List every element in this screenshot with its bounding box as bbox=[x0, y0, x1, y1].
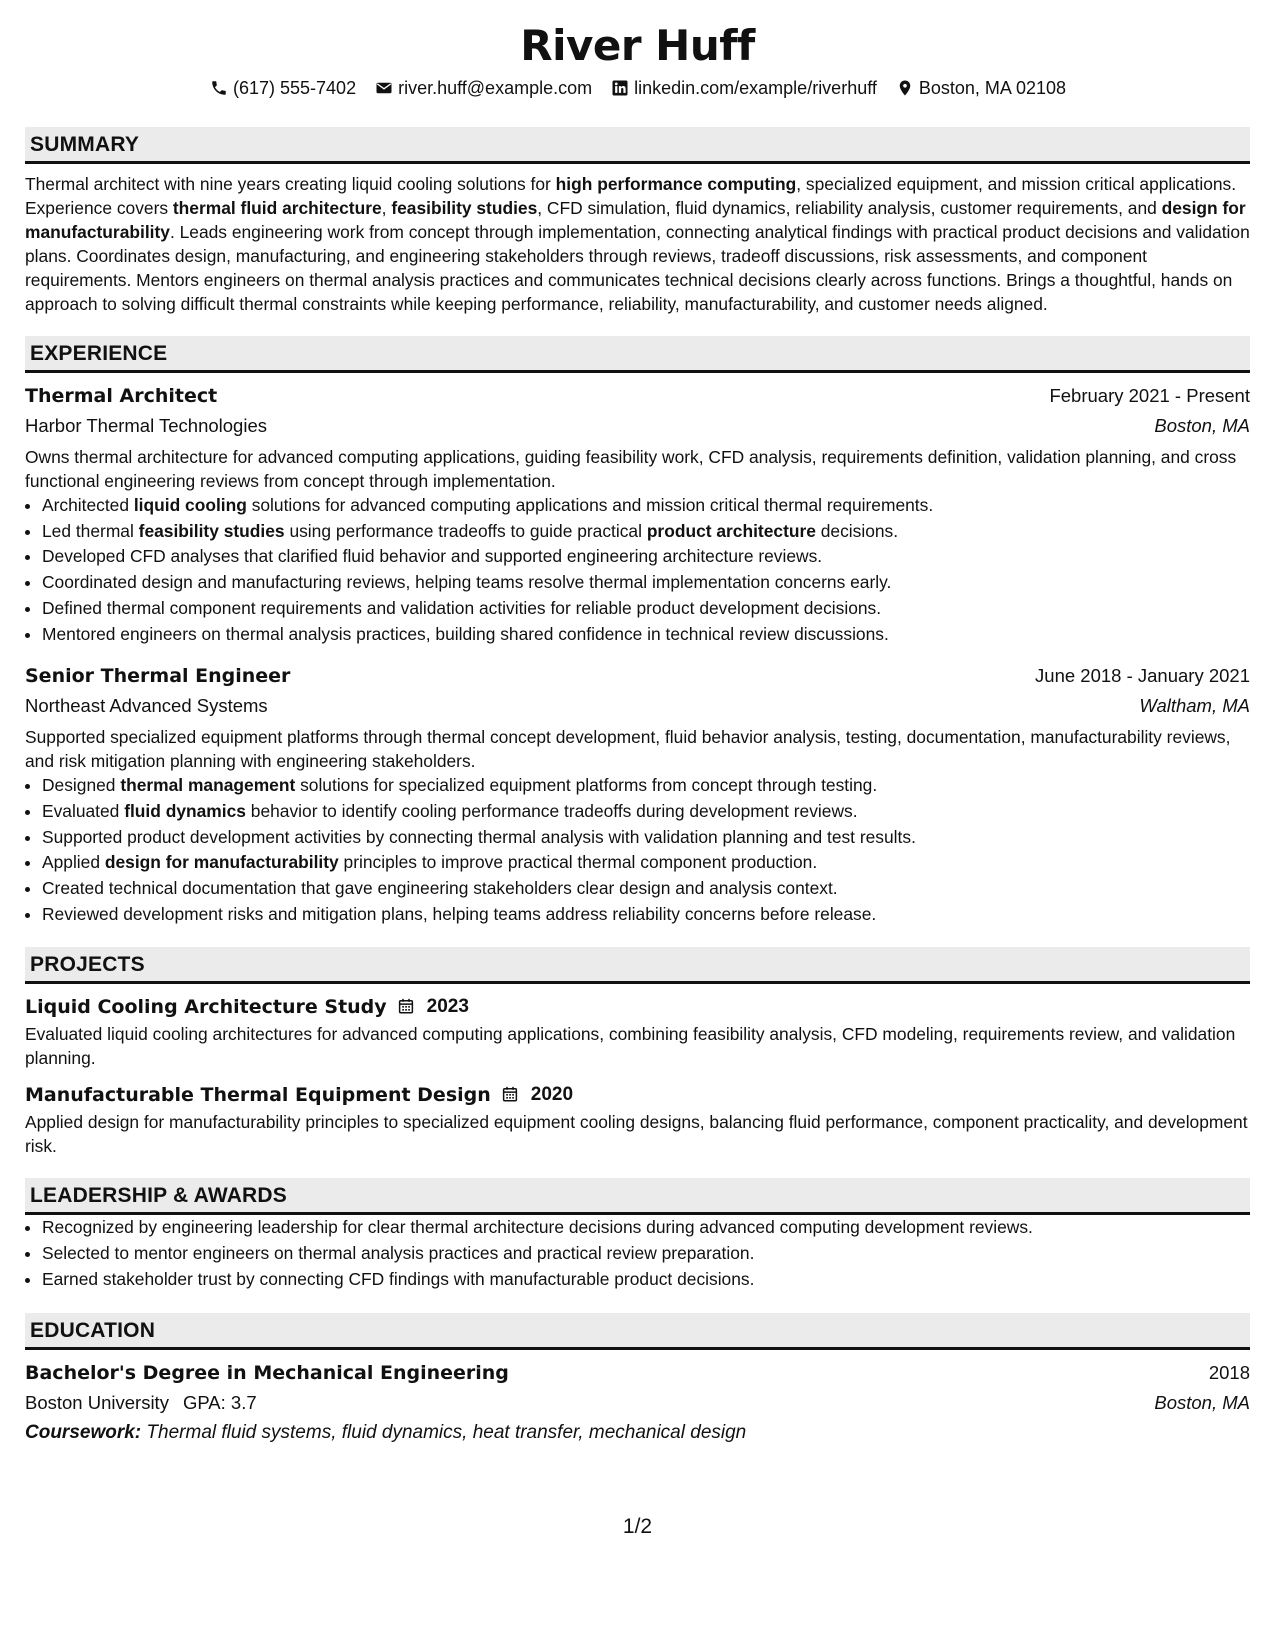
school-name: Boston University bbox=[25, 1391, 169, 1413]
contact-phone[interactable] bbox=[209, 76, 356, 100]
envelope-icon bbox=[374, 78, 394, 98]
award-item: • Selected to mentor engineers on thermal analysis practices and practical review preparation. bbox=[42, 1241, 1250, 1267]
project-year: 2020 bbox=[530, 1084, 574, 1106]
job-entry bbox=[25, 661, 1250, 927]
candidate-name: River Huff bbox=[520, 21, 755, 70]
job-title: Senior Thermal Engineer bbox=[25, 665, 291, 688]
contact-linkedin[interactable] bbox=[610, 76, 877, 100]
project-entry bbox=[25, 992, 1250, 1070]
bullet-item: • Architected liquid cooling solutions for advanced computing applications and mission critical thermal requirements. bbox=[42, 493, 1250, 519]
calendar-icon bbox=[501, 1085, 521, 1105]
project-description: Evaluated liquid cooling architectures for advanced computing applications, combining feasibility analysis, CFD modeling, requirements review, and validation planning. bbox=[25, 1024, 1236, 1069]
job-dates: June 2018 - January 2021 bbox=[1035, 665, 1250, 687]
project-title: Manufacturable Thermal Equipment Design bbox=[25, 1084, 491, 1107]
summary-text: Thermal architect with nine years creating liquid cooling solutions for high performance computing, specialized equipment, and mission critical applications. Experience covers thermal fluid architecture, feasibility studies, CFD simulation, fluid dynamics, reliability analysis, customer requirements, and design for manufacturability. Leads engineering work from concept through implementation, connecting analytical findings with practical product decisions and validation plans. Coordinates design, manufacturing, and engineering stakeholders through reviews, tradeoff discussions, risk assessments, and component requirements. Mentors engineers on thermal analysis practices and communicates technical decisions clearly across functions. Brings a thoughtful, hands on approach to solving difficult thermal constraints while keeping performance, reliability, manufacturability, and customer needs aligned. bbox=[25, 174, 1250, 314]
job-location: Waltham, MA bbox=[1139, 695, 1250, 717]
job-company: Northeast Advanced Systems bbox=[25, 695, 268, 717]
gpa: GPA: 3.7 bbox=[182, 1391, 257, 1413]
awards-list bbox=[25, 1215, 1250, 1292]
project-year: 2023 bbox=[426, 996, 469, 1018]
page-number: 1/2 bbox=[622, 1515, 653, 1538]
bullet-item: • Coordinated design and manufacturing reviews, helping teams resolve thermal implementation concerns early. bbox=[42, 570, 1250, 596]
award-item: • Earned stakeholder trust by connecting CFD findings with manufacturable product decisions. bbox=[42, 1267, 1250, 1293]
coursework-label: Coursework: bbox=[25, 1421, 142, 1443]
degree: Bachelor's Degree in Mechanical Engineering bbox=[25, 1361, 509, 1384]
school-location: Boston, MA bbox=[1154, 1391, 1250, 1413]
graduation-year: 2018 bbox=[1208, 1361, 1250, 1383]
education-heading: EDUCATION bbox=[25, 1313, 1250, 1350]
projects-heading: PROJECTS bbox=[25, 947, 1250, 984]
contact-bar bbox=[25, 76, 1250, 100]
contact-email[interactable] bbox=[374, 76, 592, 100]
project-title: Liquid Cooling Architecture Study bbox=[25, 996, 387, 1019]
bullet-item: • Mentored engineers on thermal analysis practices, building shared confidence in technical review discussions. bbox=[42, 622, 1250, 648]
award-item: • Recognized by engineering leadership for clear thermal architecture decisions during advanced computing development reviews. bbox=[42, 1215, 1250, 1241]
bullet-item: • Applied design for manufacturability principles to improve practical thermal component production. bbox=[42, 850, 1250, 876]
job-title: Thermal Architect bbox=[25, 385, 218, 407]
phone-text: (617) 555-7402 bbox=[232, 78, 357, 98]
map-pin-icon bbox=[895, 78, 915, 98]
phone-icon bbox=[209, 78, 229, 98]
bullet-item: • Developed CFD analyses that clarified fluid behavior and supported engineering architecture reviews. bbox=[42, 544, 1250, 570]
job-bullets bbox=[25, 493, 1250, 647]
contact-location bbox=[895, 76, 1066, 100]
bullet-item: • Reviewed development risks and mitigation plans, helping teams address reliability concerns before release. bbox=[42, 902, 1250, 928]
job-company: Harbor Thermal Technologies bbox=[25, 415, 267, 436]
bullet-item: • Created technical documentation that gave engineering stakeholders clear design and analysis context. bbox=[42, 876, 1250, 902]
awards-heading: LEADERSHIP & AWARDS bbox=[25, 1178, 1250, 1215]
coursework-list: Thermal fluid systems, fluid dynamics, heat transfer, mechanical design bbox=[146, 1421, 747, 1443]
experience-heading: EXPERIENCE bbox=[25, 336, 1250, 373]
project-description: Applied design for manufacturability principles to specialized equipment cooling designs, balancing fluid performance, component practicality, and development risk. bbox=[25, 1112, 1248, 1157]
summary-heading: SUMMARY bbox=[25, 127, 1250, 164]
job-description: Supported specialized equipment platforms through thermal concept development, fluid behavior analysis, testing, documentation, manufacturability reviews, and risk mitigation planning with engineering stakeholders. bbox=[25, 727, 1231, 772]
bullet-item: • Supported product development activities by connecting thermal analysis with validation planning and test results. bbox=[42, 825, 1250, 851]
calendar-icon bbox=[397, 997, 417, 1017]
bullet-item: • Evaluated fluid dynamics behavior to identify cooling performance tradeoffs during development reviews. bbox=[42, 799, 1250, 825]
project-entry bbox=[25, 1080, 1250, 1158]
resume-page bbox=[25, 20, 1250, 1448]
job-entry bbox=[25, 381, 1250, 647]
job-description: Owns thermal architecture for advanced computing applications, guiding feasibility work, CFD analysis, requirements definition, validation planning, and cross functional engineering reviews from concept through implementation. bbox=[25, 447, 1237, 491]
job-bullets bbox=[25, 773, 1250, 927]
education-entry bbox=[25, 1358, 1250, 1448]
linkedin-icon bbox=[610, 78, 630, 98]
coursework bbox=[25, 1418, 1250, 1448]
job-dates: February 2021 - Present bbox=[1049, 385, 1250, 406]
bullet-item: • Defined thermal component requirements and validation activities for reliable product development decisions. bbox=[42, 596, 1250, 622]
linkedin-text: linkedin.com/example/riverhuff bbox=[634, 78, 877, 98]
bullet-item: • Designed thermal management solutions for specialized equipment platforms from concept through testing. bbox=[42, 773, 1250, 799]
job-location: Boston, MA bbox=[1154, 415, 1250, 436]
location-text: Boston, MA 02108 bbox=[918, 78, 1066, 98]
email-text: river.huff@example.com bbox=[398, 78, 593, 98]
bullet-item: • Led thermal feasibility studies using performance tradeoffs to guide practical product architecture decisions. bbox=[42, 519, 1250, 545]
